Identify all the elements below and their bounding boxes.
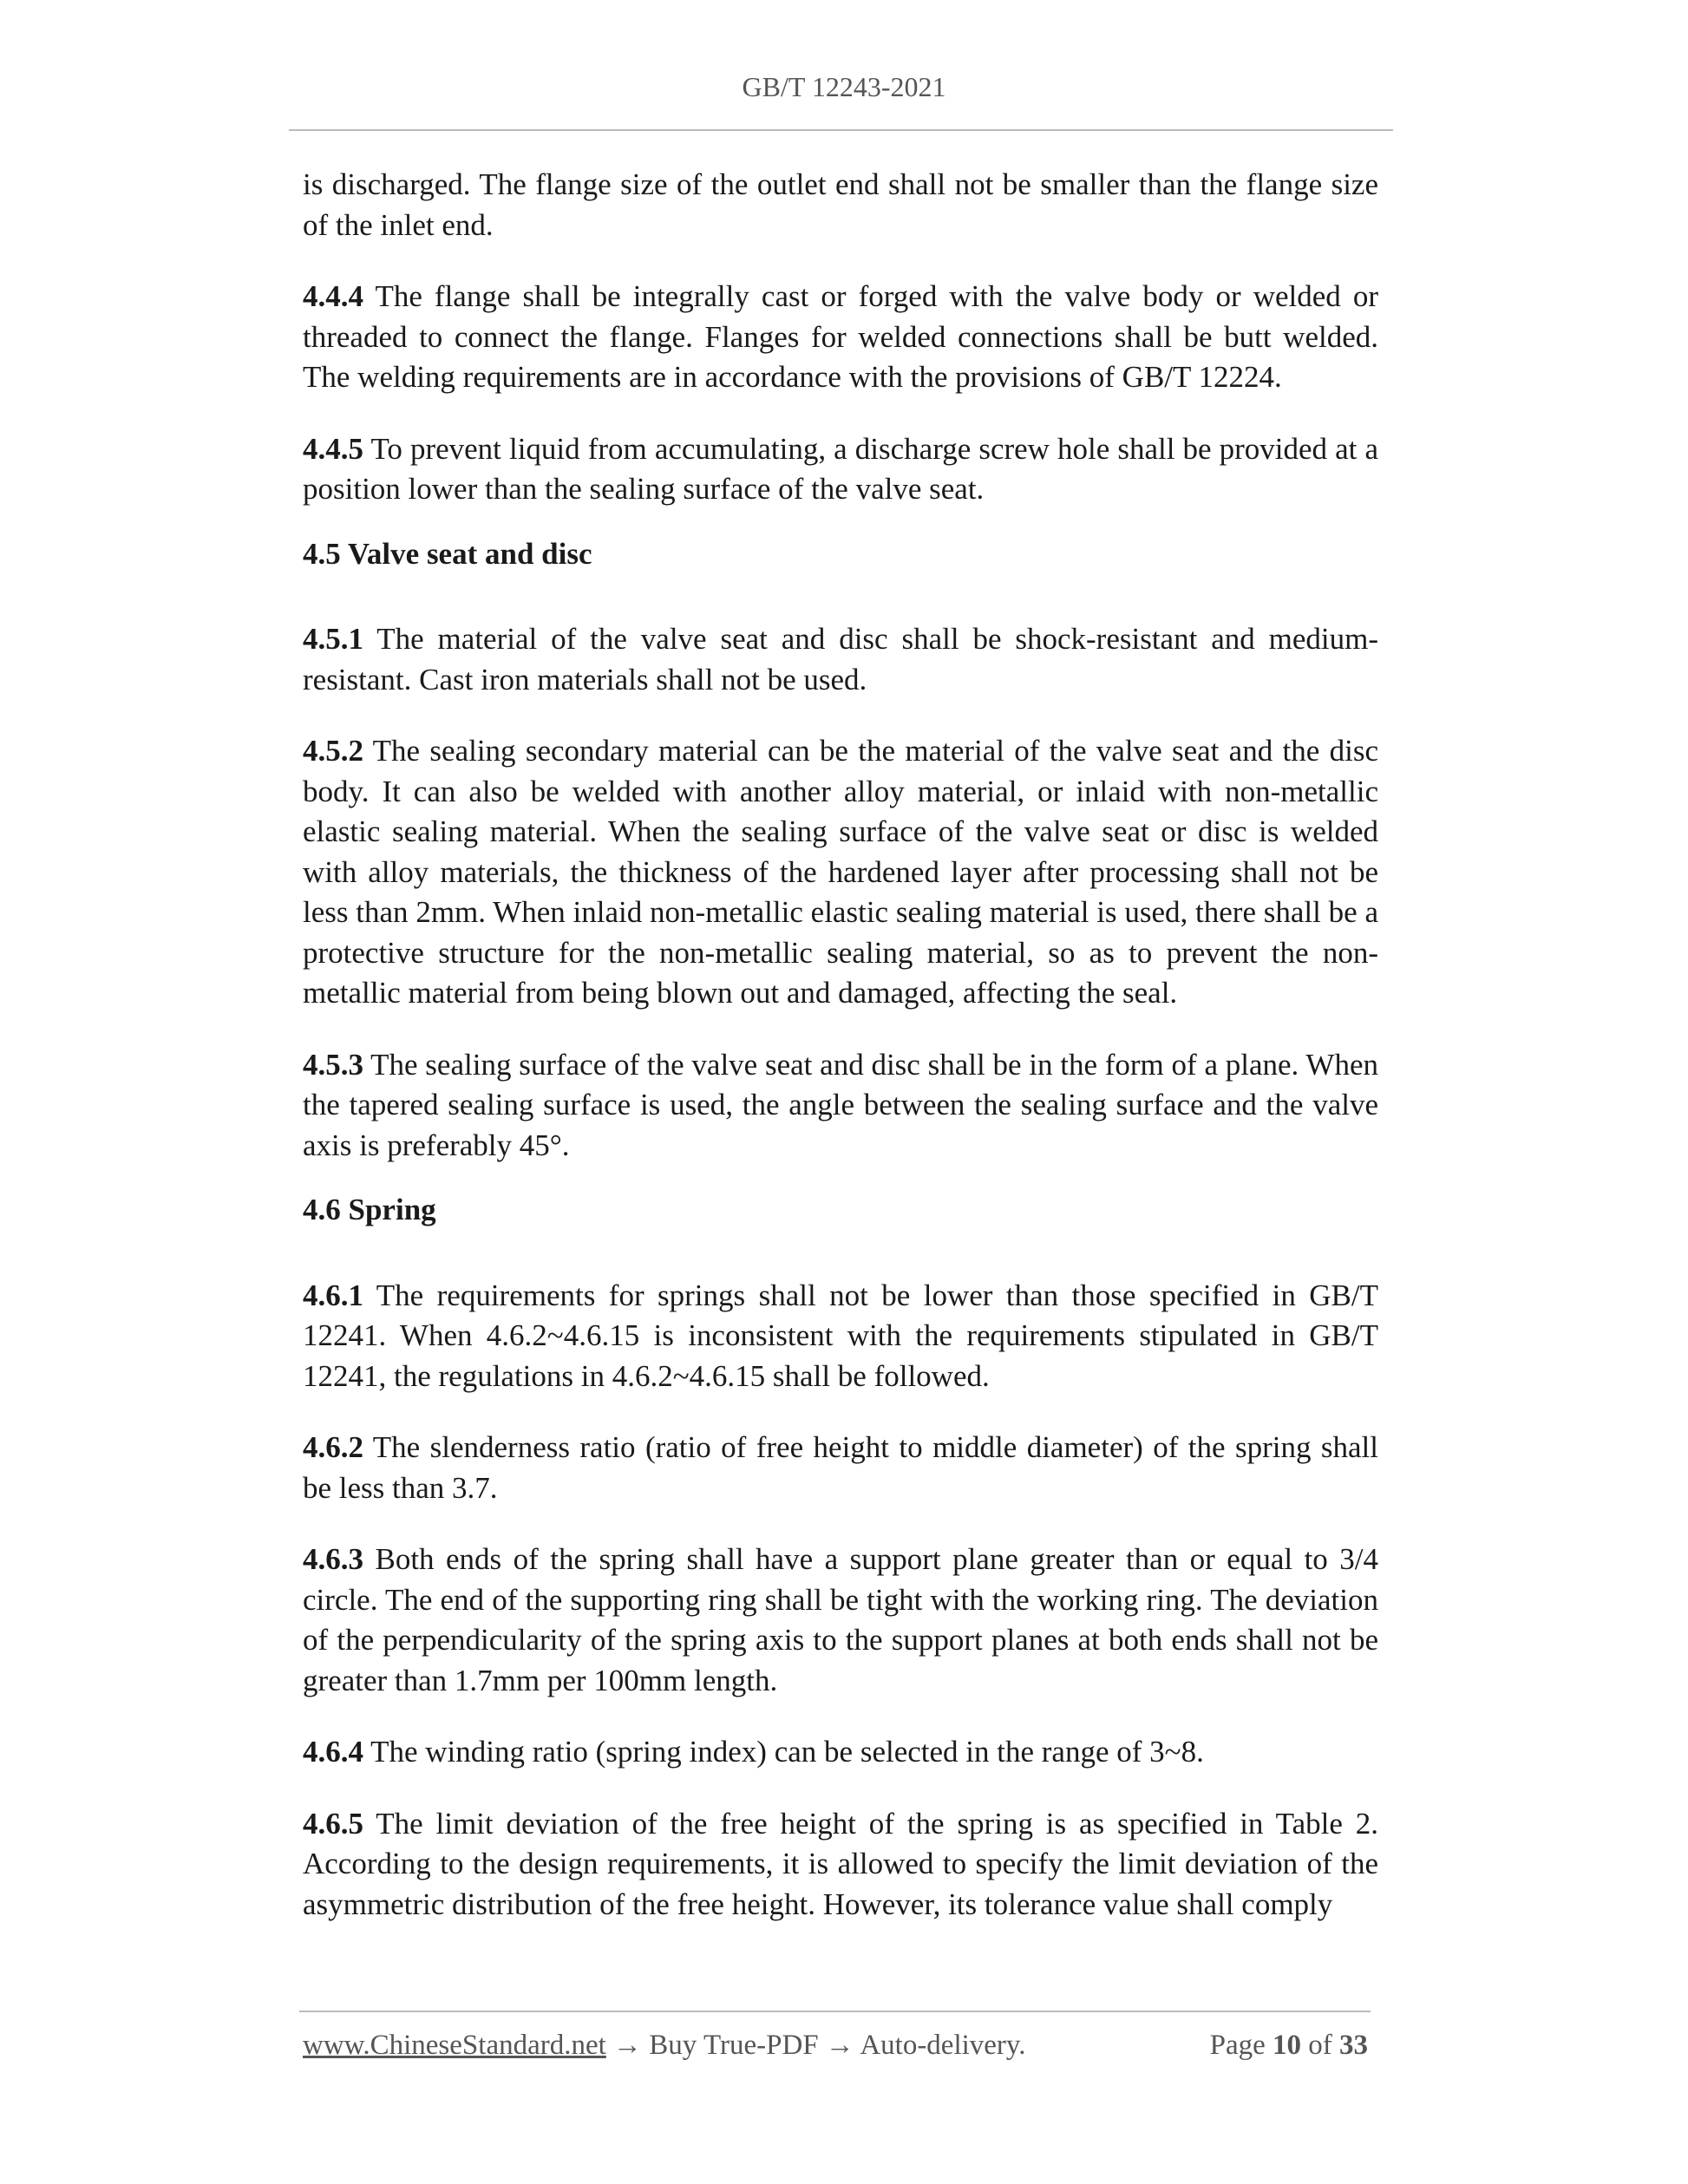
section-heading-4-5: 4.5 Valve seat and disc: [303, 536, 592, 571]
clause-number: 4.6.1: [303, 1278, 363, 1312]
clause-number: 4.6.3: [303, 1542, 363, 1576]
clause-4-5-1: [303, 619, 1378, 700]
clause-4-6-4: [303, 1732, 1378, 1773]
arrow-icon: →: [818, 2030, 860, 2061]
header-divider: [289, 129, 1393, 131]
page-footer: [303, 2030, 1368, 2062]
document-body: [303, 165, 1378, 1956]
page-number: [1210, 2030, 1368, 2062]
clause-4-5-2: [303, 731, 1378, 1014]
arrow-icon: →: [605, 2030, 650, 2061]
clause-text: Both ends of the spring shall have a support plane greater than or equal to 3/4 circle. The end of the supporting ring shall be tight with the working ring. The deviation of the perpendicularity of the spring axis to the support planes at both ends shall not be greater than 1.7mm per 100mm length.: [303, 1542, 1378, 1697]
clause-4-6-1: [303, 1276, 1378, 1397]
clause-number: 4.5.1: [303, 622, 363, 656]
clause-number: 4.6.5: [303, 1806, 363, 1841]
clause-text: The slenderness ratio (ratio of free height to middle diameter) of the spring shall be less than 3.7.: [303, 1430, 1378, 1505]
clause-4-6-2: [303, 1428, 1378, 1508]
page-current: 10: [1273, 2030, 1301, 2061]
clause-text: The requirements for springs shall not be lower than those specified in GB/T 12241. When 4.6.2~4.6.15 is inconsistent with the requirements stipulated in GB/T 12241, the regulations in 4.6.2~4.6.15 shall be followed.: [303, 1278, 1378, 1393]
footer-promo: [303, 2030, 1026, 2062]
document-code-header: GB/T 12243-2021: [742, 71, 946, 102]
clause-4-6-3: [303, 1540, 1378, 1701]
clause-4-4-4: [303, 277, 1378, 398]
clause-number: 4.5.3: [303, 1047, 363, 1082]
page-label: Page: [1209, 2030, 1266, 2061]
section-heading-4-6: 4.6 Spring: [303, 1193, 436, 1226]
clause-4-5-3: [303, 1045, 1378, 1167]
paragraph-text: is discharged. The flange size of the outlet end shall not be smaller than the flange size of the inlet end.: [303, 167, 1378, 242]
clause-text: The sealing secondary material can be the material of the valve seat and the disc body. It can also be welded with another alloy material, or inlaid with non-metallic elastic sealing material. When the sealing surface of the valve seat or disc is welded with alloy materials, the thickness of the hardened layer after processing shall not be less than 2mm. When inlaid non-metallic elastic sealing material is used, there shall be a protective structure for the non-metallic sealing material, so as to prevent the non-metallic material from being blown out and damaged, affecting the seal.: [303, 734, 1378, 1010]
clause-text: The winding ratio (spring index) can be selected in the range of 3~8.: [363, 1735, 1204, 1769]
clause-number: 4.5.2: [303, 734, 363, 768]
clause-text: To prevent liquid from accumulating, a discharge screw hole shall be provided at a position lower than the sealing surface of the valve seat.: [303, 431, 1378, 506]
paragraph-continuation: [303, 165, 1378, 245]
clause-text: The limit deviation of the free height of the spring is as specified in Table 2. According to the design requirements, it is allowed to specify the limit deviation of the asymmetric distribution of the free height. However, its tolerance value shall comply: [303, 1806, 1378, 1921]
auto-delivery-text: Auto-delivery.: [860, 2030, 1026, 2061]
clause-number: 4.4.5: [303, 431, 363, 466]
footer-divider: [299, 2011, 1371, 2012]
clause-number: 4.4.4: [303, 279, 363, 313]
buy-pdf-text: Buy True-PDF: [649, 2030, 819, 2061]
clause-4-6-5: [303, 1804, 1378, 1926]
clause-text: The sealing surface of the valve seat and disc shall be in the form of a plane. When the tapered sealing surface is used, the angle between the sealing surface and the valve axis is preferably 45°.: [303, 1047, 1378, 1162]
clause-text: The material of the valve seat and disc shall be shock-resistant and medium-resistant. Cast iron materials shall not be used.: [303, 622, 1378, 696]
page-total: 33: [1339, 2030, 1368, 2061]
page-of: of: [1308, 2030, 1332, 2061]
clause-4-4-5: [303, 429, 1378, 510]
clause-number: 4.6.4: [303, 1735, 363, 1769]
website-link[interactable]: www.ChineseStandard.net: [303, 2030, 606, 2061]
clause-number: 4.6.2: [303, 1430, 363, 1464]
clause-text: The flange shall be integrally cast or forged with the valve body or welded or threaded to connect the flange. Flanges for welded connections shall be butt welded. The welding requirements are in accordance with the provisions of GB/T 12224.: [303, 279, 1378, 394]
